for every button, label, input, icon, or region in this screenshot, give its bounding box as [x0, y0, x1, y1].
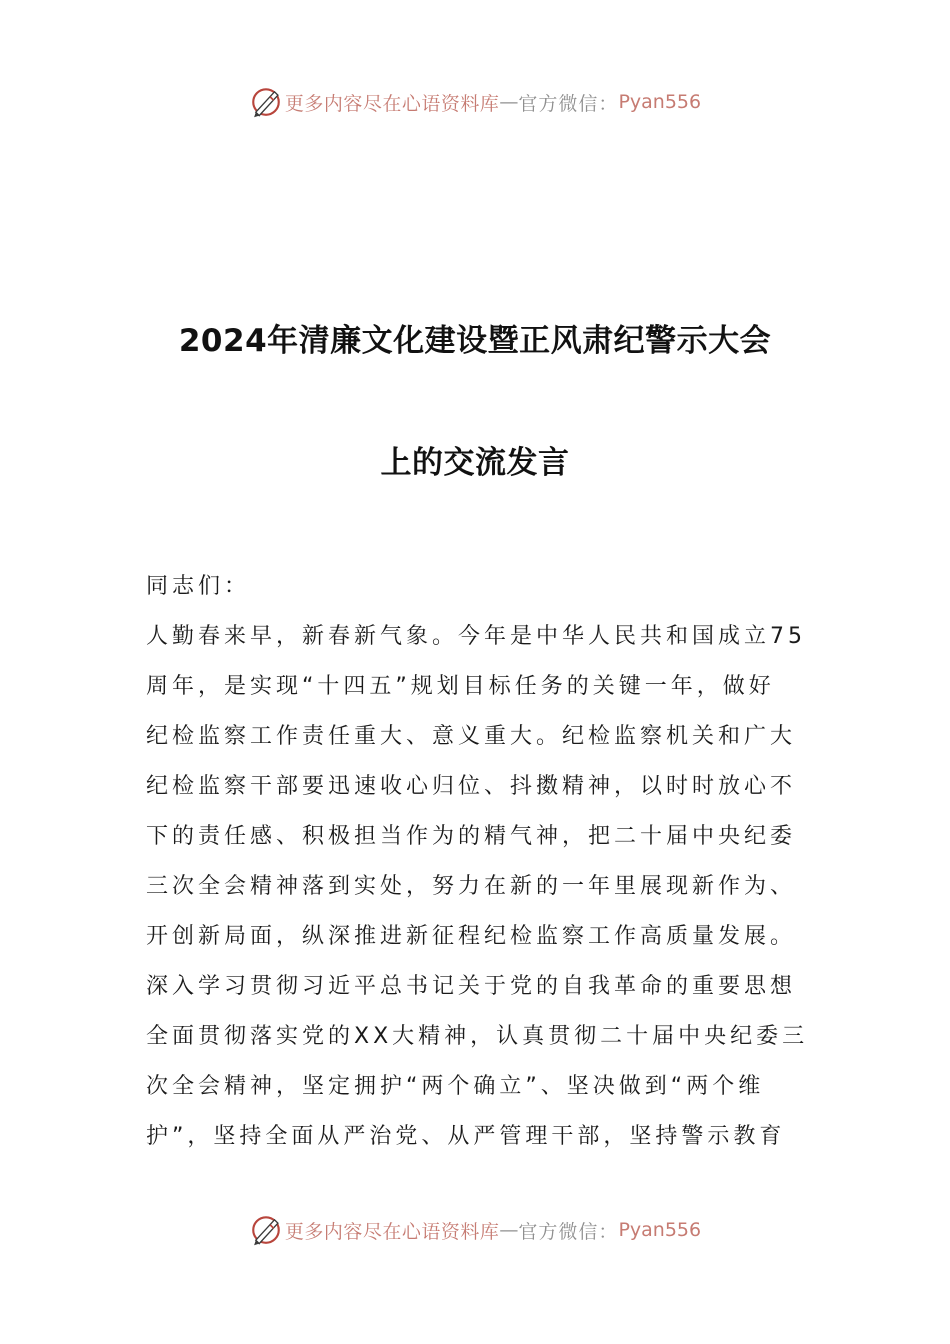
body-line: 同志们： — [146, 574, 251, 599]
body-line: 护”，坚持全面从严治党、从严管理干部，坚持警示教育 — [146, 1124, 786, 1149]
watermark-separator: — — [499, 91, 519, 113]
body-line: 下的责任感、积极担当作为的精气神，把二十届中央纪委 — [146, 824, 797, 849]
watermark-text: 更多内容尽在心语资料库 — [284, 92, 500, 115]
document-title-line-1: 2024年清廉文化建设暨正风肃纪警示大会 — [178, 323, 772, 359]
body-line: 周年，是实现“十四五”规划目标任务的关键一年，做好 — [146, 674, 775, 699]
body-line: 次全会精神，坚定拥护“两个确立”、坚决做到“两个维 — [146, 1074, 765, 1099]
body-line: 三次全会精神落到实处，努力在新的一年里展现新作为、 — [146, 874, 797, 899]
watermark-wechat-label: 官方微信： — [518, 1220, 619, 1243]
header-watermark — [0, 82, 950, 122]
watermark-wechat-id: Pyan556 — [618, 91, 702, 113]
watermark-separator: — — [499, 1219, 519, 1241]
body-line: 人勤春来早，新春新气象。今年是中华人民共和国成立75 — [146, 624, 806, 649]
body-line: 深入学习贯彻习近平总书记关于党的自我革命的重要思想 — [146, 974, 797, 999]
body-line: 开创新局面，纵深推进新征程纪检监察工作高质量发展。 — [146, 924, 797, 949]
body-line: 纪检监察工作责任重大、意义重大。纪检监察机关和广大 — [146, 724, 797, 749]
watermark-wechat-label: 官方微信： — [518, 92, 619, 115]
watermark-wechat-id: Pyan556 — [618, 1219, 702, 1241]
body-line: 全面贯彻落实党的XX大精神，认真贯彻二十届中央纪委三 — [146, 1024, 809, 1049]
pen-logo-icon — [249, 1213, 283, 1247]
body-line: 纪检监察干部要迅速收心归位、抖擞精神，以时时放心不 — [146, 774, 797, 799]
document-title-line-2: 上的交流发言 — [380, 445, 570, 481]
watermark-text: 更多内容尽在心语资料库 — [284, 1220, 500, 1243]
document-body — [146, 562, 809, 1162]
pen-logo-icon — [249, 85, 283, 119]
footer-watermark — [0, 1210, 950, 1250]
